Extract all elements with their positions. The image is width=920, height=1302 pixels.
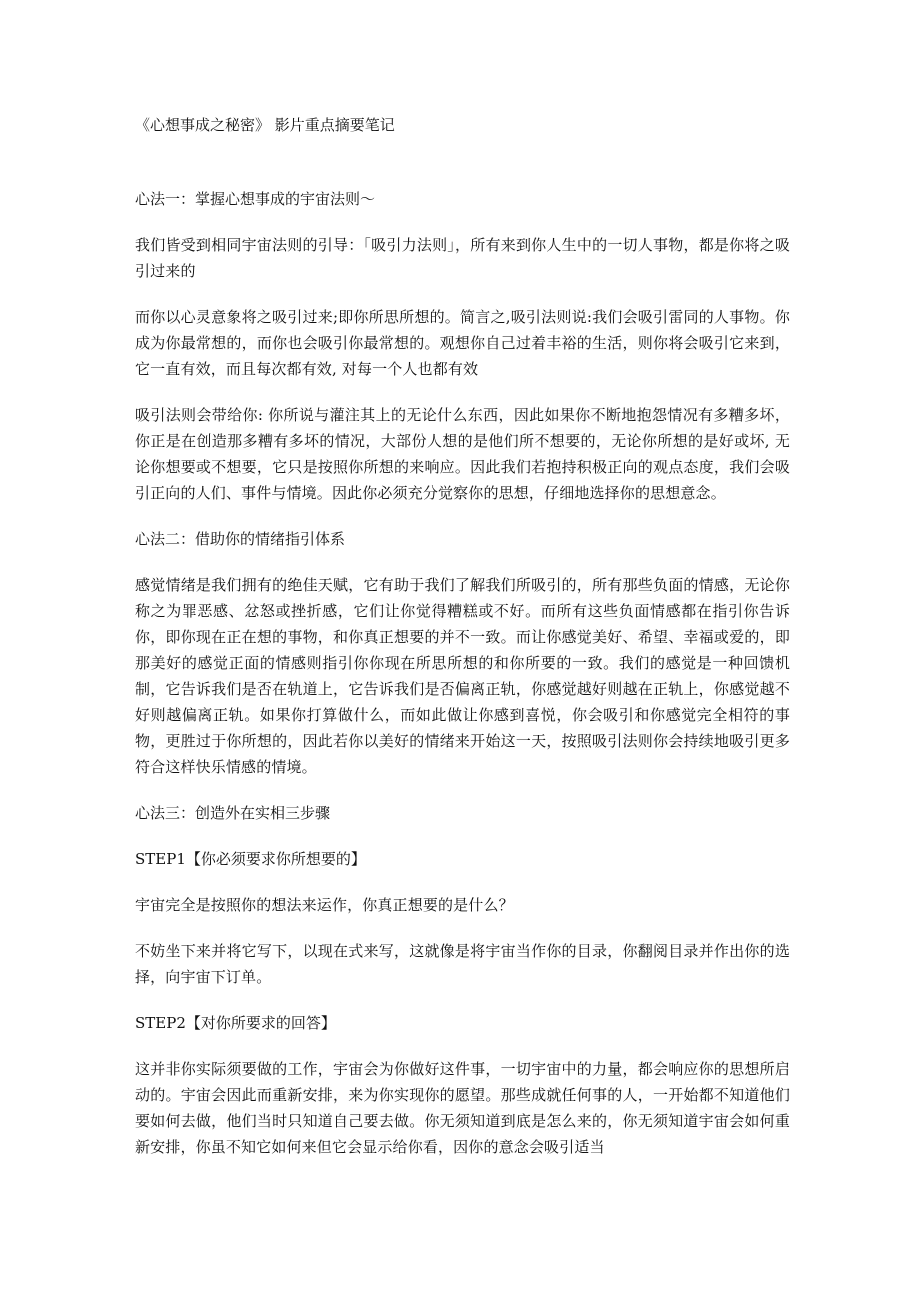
paragraph: 不妨坐下来并将它写下，以现在式来写，这就像是将宇宙当作你的目录，你翻阅目录并作出你的选择，向宇宙下订单。	[135, 942, 790, 986]
paragraph: 感觉情绪是我们拥有的绝佳天赋，它有助于我们了解我们所吸引的，所有那些负面的情感，无论你称之为罪恶感、忿怒或挫折感，它们让你觉得糟糕或不好。而所有这些负面情感都在指引你告诉你，即你现在正在想的事物，和你真正想要的并不一致。而让你感觉美好、希望、幸福或爱的，即那美好的感觉正面的情感则指引你你现在所思所想的和你所要的一致。我们的感觉是一种回馈机制，它告诉我们是否在轨道上，它告诉我们是否偏离正轨，你感觉越好则越在正轨上，你感觉越不好则越偏离正轨。如果你打算做什么，而如此做让你感到喜悦，你会吸引和你感觉完全相符的事物，更胜过于你所想的，因此若你以美好的情绪来开始这一天，按照吸引法则你会持续地吸引更多符合这样快乐情感的情境。	[135, 576, 790, 776]
document-title: 《心想事成之秘密》 影片重点摘要笔记	[135, 116, 395, 134]
section-heading-method-2: 心法二：借助你的情绪指引体系	[135, 530, 346, 548]
document-body	[135, 112, 790, 1180]
step-heading-2: STEP2【对你所要求的回答】	[135, 1014, 336, 1032]
paragraph: 我们皆受到相同宇宙法则的引导：「吸引力法则」，所有来到你人生中的一切人事物，都是你将之吸引过来的	[135, 236, 790, 280]
paragraph: 宇宙完全是按照你的想法来运作，你真正想要的是什么？	[135, 896, 514, 914]
paragraph: 而你以心灵意象将之吸引过来;即你所思所想的。简言之,吸引法则说:我们会吸引雷同的人事物。你成为你最常想的，而你也会吸引你最常想的。观想你自己过着丰裕的生活，则你将会吸引它来到，它一直有效，而且每次都有效, 对每一个人也都有效	[135, 308, 790, 378]
paragraph: 这并非你实际须要做的工作，宇宙会为你做好这件事，一切宇宙中的力量，都会响应你的思想所启动的。宇宙会因此而重新安排，来为你实现你的愿望。那些成就任何事的人，一开始都不知道他们要如何去做，他们当时只知道自己要去做。你无须知道到底是怎么来的，你无须知道宇宙会如何重新安排，你虽不知它如何来但它会显示给你看，因你的意念会吸引适当	[135, 1060, 790, 1156]
paragraph: 吸引法则会带给你: 你所说与灌注其上的无论什么东西，因此如果你不断地抱怨情况有多糟多坏，你正是在创造那多糟有多坏的情况，大部份人想的是他们所不想要的，无论你所想的是好或坏, 无论你想要或不想要，它只是按照你所想的来响应。因此我们若抱持积极正向的观点态度，我们会吸引正向的人们、事件与情境。因此你必须充分觉察你的思想，仔细地选择你的思想意念。	[135, 406, 790, 502]
section-heading-method-3: 心法三：创造外在实相三步骤	[135, 804, 331, 822]
step-heading-1: STEP1【你必须要求你所想要的】	[135, 850, 366, 868]
section-heading-method-1: 心法一：掌握心想事成的宇宙法则～	[135, 190, 376, 208]
